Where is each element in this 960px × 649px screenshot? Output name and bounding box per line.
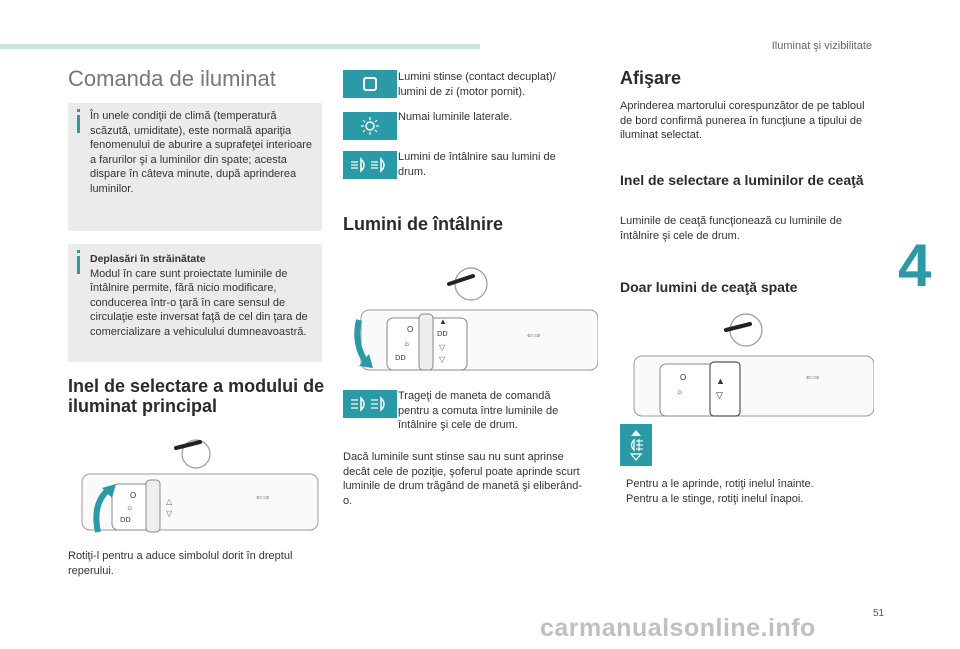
fog-stalk-illustration xyxy=(620,308,874,450)
svg-text:▽: ▽ xyxy=(439,355,446,364)
dipped-beam-title: Lumini de întâlnire xyxy=(343,214,504,234)
fog-ring-title: Inel de selectare a luminilor de ceaţă xyxy=(620,172,864,188)
dipped-beam-text: Lumini de întâlnire sau lumini de drum. xyxy=(398,151,556,178)
lights-off-icon xyxy=(343,70,397,98)
climate-note xyxy=(68,103,322,231)
svg-text:ⅮⅮ: ⅮⅮ xyxy=(395,355,406,362)
bullet-text: Pentru a le aprinde, rotiţi inelul înainte. xyxy=(626,478,814,490)
rear-fog-bullets xyxy=(620,477,875,506)
display-text: Aprinderea martorului corespunzător de pe tabloul de bord confirmă punerea în funcţiune a tipului de iluminat selectat. xyxy=(620,100,865,141)
svg-text:▽: ▽ xyxy=(439,343,446,352)
lights-off-text: Lumini stinse (contact decuplat)/ lumini de zi (motor pornit). xyxy=(398,71,556,98)
rear-fog-title: Doar lumini de ceaţă spate xyxy=(620,279,798,295)
svg-text:O: O xyxy=(130,491,137,500)
svg-text:O: O xyxy=(680,373,687,382)
side-lights-icon xyxy=(343,112,397,140)
svg-text:☼: ☼ xyxy=(403,339,411,348)
page-number: 51 xyxy=(873,608,885,619)
flash-paragraph: Dacă luminile sunt stinse sau nu sunt aprinse decât cele de poziţie, şoferul poate aprinde scurt luminile de drum trăgând de manetă şi eliberând-o. xyxy=(343,451,583,507)
watermark: carmanualsonline.info xyxy=(540,614,816,642)
svg-text:☼: ☼ xyxy=(676,387,684,396)
svg-text:▽: ▽ xyxy=(166,509,173,518)
climate-note-text: În unele condiţii de climă (temperatură scăzută, umiditate), este normală apariţia fenomenului de aburire a suprafeţei interioare a farurilor şi a luminilor din spate; acesta dispare în câteva minute, după aprinderea luminilor. xyxy=(90,110,312,195)
side-lights-text: Numai luminile laterale. xyxy=(398,111,513,123)
svg-text:O: O xyxy=(407,325,414,334)
svg-text:⇐⇒: ⇐⇒ xyxy=(527,331,541,340)
main-beam-icon xyxy=(343,390,397,418)
list-item xyxy=(620,477,875,492)
stalk-ring-illustration xyxy=(68,432,322,542)
abroad-note-title: Deplasări în străinătate xyxy=(90,253,206,265)
abroad-note-text: Modul în care sunt proiectate luminile de întâlnire permite, fără nicio modificare, conducerea într-o ţară în care sensul de circulaţie este inversat faţă de cel din ţara de comercializare a vehiculului dumneavoastră. xyxy=(90,267,308,338)
chapter-number: 4 xyxy=(898,232,932,299)
fog-ring-text: Luminile de ceaţă funcţionează cu luminile de întâlnire şi cele de drum. xyxy=(620,215,842,242)
svg-text:▲: ▲ xyxy=(716,376,725,386)
info-icon xyxy=(77,256,80,274)
svg-text:☼: ☼ xyxy=(126,503,134,512)
abroad-note xyxy=(68,244,322,362)
page-title: Comanda de iluminat xyxy=(68,66,276,91)
main-lighting-ring-title: Inel de selectare a modului de iluminat principal xyxy=(68,376,325,416)
svg-text:⇐⇒: ⇐⇒ xyxy=(256,493,270,502)
svg-text:▲: ▲ xyxy=(439,317,447,326)
ring-caption: Rotiţi-l pentru a aduce simbolul dorit în dreptul reperului. xyxy=(68,550,293,577)
rear-fog-icon xyxy=(620,424,652,466)
svg-text:⇐⇒: ⇐⇒ xyxy=(806,373,820,382)
bullet-text: Pentru a le stinge, rotiţi inelul înapoi. xyxy=(626,492,804,505)
pull-stalk-text: Trageţi de maneta de comandă pentru a comuta între luminile de întâlnire şi cele de drum. xyxy=(398,390,559,431)
display-title: Afişare xyxy=(620,68,682,88)
svg-text:ⅮⅮ: ⅮⅮ xyxy=(120,517,131,524)
info-icon xyxy=(77,115,80,133)
top-accent-bar xyxy=(0,44,480,49)
pull-stalk-illustration xyxy=(343,262,598,374)
section-header: Iluminat şi vizibilitate xyxy=(771,40,872,52)
dipped-beam-icon xyxy=(343,151,397,179)
svg-text:ⅮⅮ: ⅮⅮ xyxy=(437,331,448,338)
svg-text:▽: ▽ xyxy=(716,390,723,400)
list-item xyxy=(620,492,875,507)
svg-text:△: △ xyxy=(166,497,173,506)
